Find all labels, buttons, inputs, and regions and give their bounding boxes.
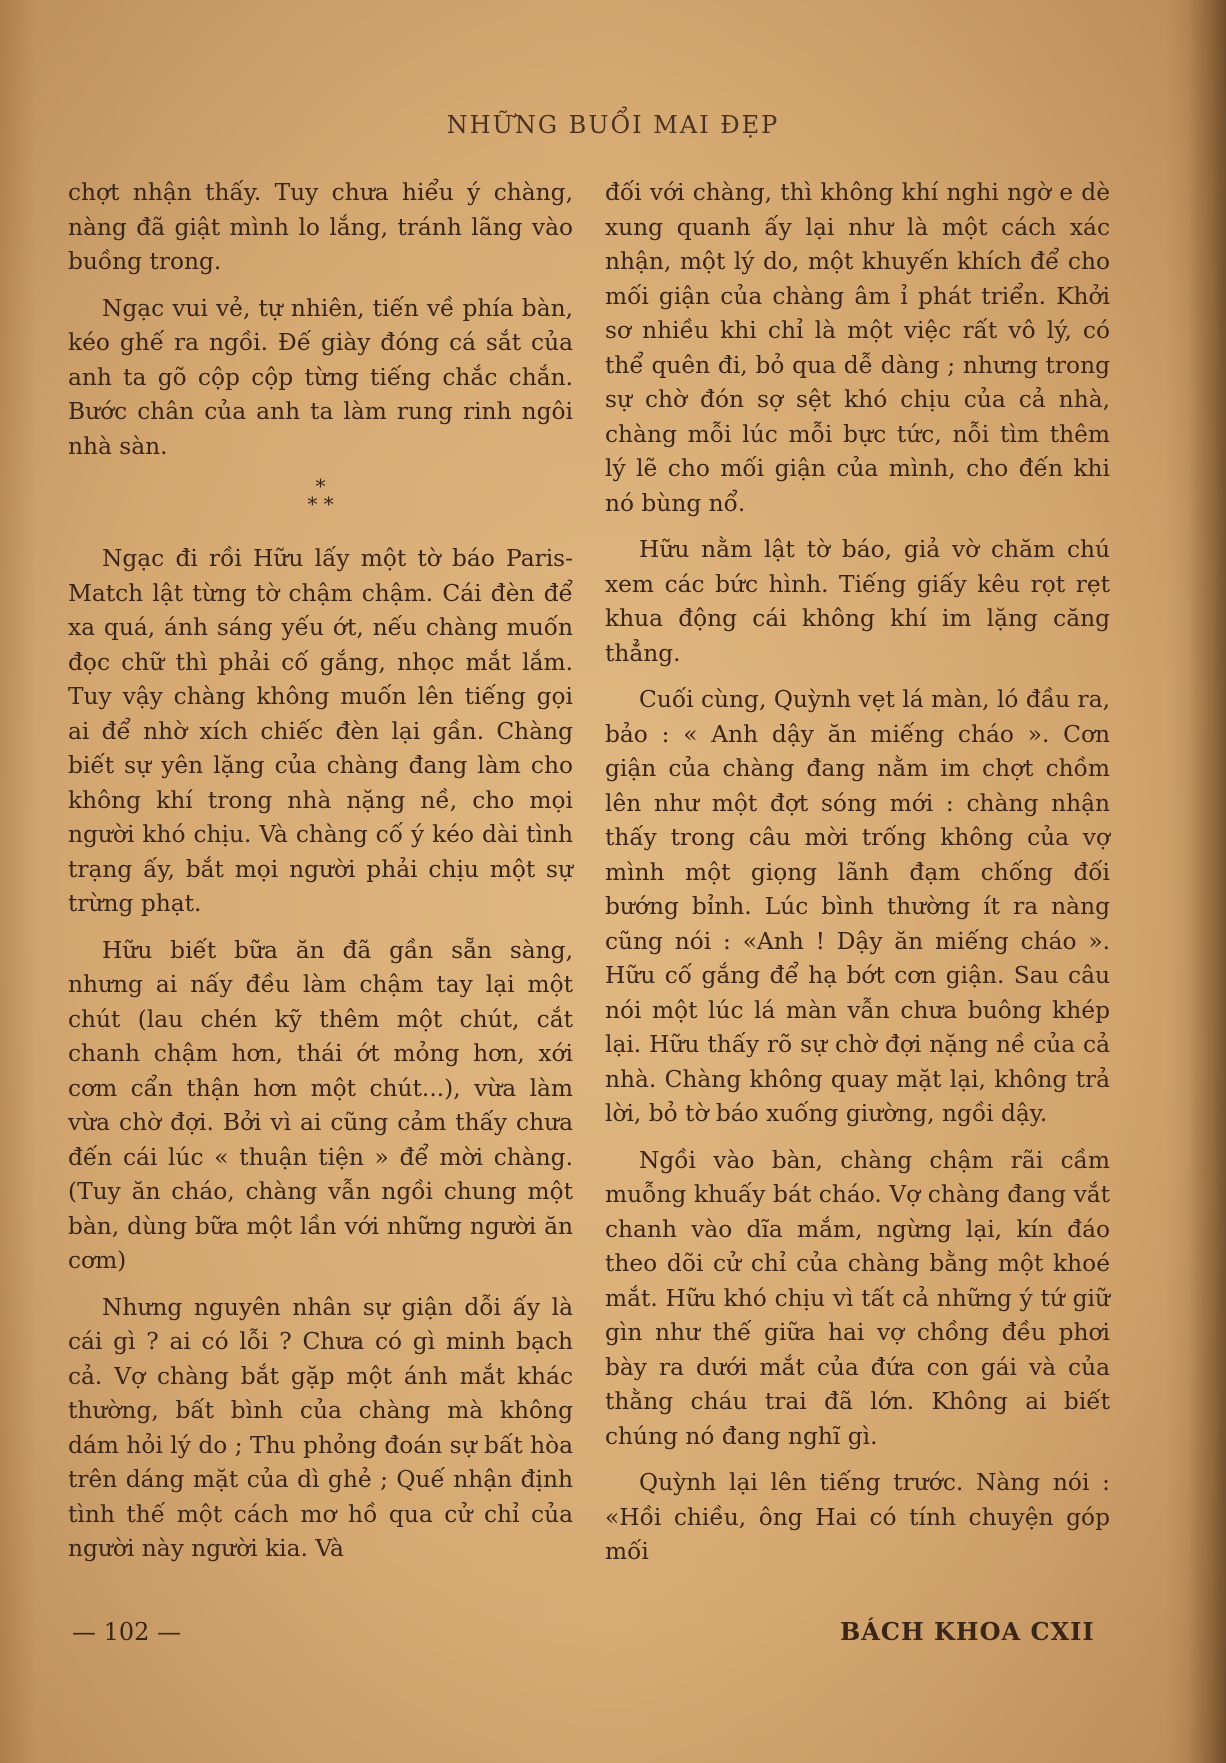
paragraph: Nhưng nguyên nhân sự giận dỗi ấy là cái gì ? ai có lỗi ? Chưa có gì minh bạch cả. Vợ chàng bắt gặp một ánh mắt khác thường, bất bình của chàng mà không dám hỏi lý do ; Thu phỏng đoán sự bất hòa trên dáng mặt của dì ghẻ ; Quế nhận định tình thế một cách mơ hồ qua cử chỉ của người này người kia. Và — [68, 1293, 573, 1562]
section-divider — [68, 474, 573, 516]
publication-name: BÁCH KHOA CXII — [840, 1617, 1095, 1646]
paragraph: Ngạc đi rồi Hữu lấy một tờ báo Paris-Match lật từng tờ chậm chậm. Cái đèn để xa quá, ánh sáng yếu ớt, nếu chàng muốn đọc chữ thì phải cố gắng, nhọc mắt lắm. Tuy vậy chàng không muốn lên tiếng gọi ai để nhờ xích chiếc đèn lại gần. Chàng biết sự yên lặng của chàng đang làm cho không khí trong nhà nặng nề, cho mọi người khó chịu. Và chàng cố ý kéo dài tình trạng ấy, bắt mọi người phải chịu một sự trừng phạt. — [68, 545, 573, 917]
divider-star-top: * — [315, 474, 326, 498]
left-column — [68, 176, 573, 1579]
paragraph: Ngồi vào bàn, chàng chậm rãi cầm muỗng khuấy bát cháo. Vợ chàng đang vắt chanh vào dĩa mắm, ngừng lại, kín đáo theo dõi cử chỉ của chàng bằng một khoé mắt. Hữu khó chịu vì tất cả những ý tứ giữ gìn như thế giữa hai vợ chồng đều phơi bày ra dưới mắt của đứa con gái và của thằng cháu trai đã lớn. Không ai biết chúng nó đang nghĩ gì. — [605, 1146, 1110, 1450]
divider-stars-bottom: * * — [307, 492, 334, 516]
paragraph: chợt nhận thấy. Tuy chưa hiểu ý chàng, nàng đã giật mình lo lắng, tránh lãng vào buồng trong. — [68, 179, 573, 275]
paragraph: Quỳnh lại lên tiếng trước. Nàng nói : «Hồi chiều, ông Hai có tính chuyện góp mối — [605, 1469, 1110, 1565]
page-number: — 102 — — [72, 1618, 182, 1646]
paragraph: Cuối cùng, Quỳnh vẹt lá màn, ló đầu ra, bảo : « Anh dậy ăn miếng cháo ». Cơn giận của chàng đang nằm im chợt chồm lên như một đợt sóng mới : chàng nhận thấy trong câu mời trống không của vợ mình một giọng lãnh đạm chống đối bướng bỉnh. Lúc bình thường ít ra nàng cũng nói : «Anh ! Dậy ăn miếng cháo ». Hữu cố gắng để hạ bớt cơn giận. Sau câu nói một lúc lá màn vẫn chưa buông khép lại. Hữu thấy rõ sự chờ đợi nặng nề của cả nhà. Chàng không quay mặt lại, không trả lời, bỏ tờ báo xuống giường, ngồi dậy. — [605, 686, 1110, 1127]
paragraph: Hữu biết bữa ăn đã gần sẵn sàng, nhưng ai nấy đều làm chậm tay lại một chút (lau chén kỹ thêm một chút, cắt chanh chậm hơn, thái ớt mỏng hơn, xới cơm cẩn thận hơn một chút...), vừa làm vừa chờ đợi. Bởi vì ai cũng cảm thấy chưa đến cái lúc « thuận tiện » để mời chàng. (Tuy ăn cháo, chàng vẫn ngồi chung một bàn, dùng bữa một lần với những người ăn cơm) — [68, 936, 573, 1274]
page-edge-shadow — [1188, 0, 1226, 1763]
paragraph: đối với chàng, thì không khí nghi ngờ e dè xung quanh ấy lại như là một cách xác nhận, một lý do, một khuyến khích để cho mối giận của chàng âm ỉ phát triển. Khởi sơ nhiều khi chỉ là một việc rất vô lý, có thể quên đi, bỏ qua dễ dàng ; nhưng trong sự chờ đón sợ sệt khó chịu của cả nhà, chàng mỗi lúc mỗi bực tức, nỗi tìm thêm lý lẽ cho mối giận của mình, cho đến khi nó bùng nổ. — [605, 179, 1110, 517]
paragraph: Ngạc vui vẻ, tự nhiên, tiến về phía bàn, kéo ghế ra ngồi. Đế giày đóng cá sắt của anh ta gõ cộp cộp từng tiếng chắc chắn. Bước chân của anh ta làm rung rinh ngôi nhà sàn. — [68, 294, 573, 460]
paragraph: Hữu nằm lật tờ báo, giả vờ chăm chú xem các bức hình. Tiếng giấy kêu rọt rẹt khua động cái không khí im lặng căng thẳng. — [605, 536, 1110, 667]
right-column — [605, 176, 1110, 1582]
running-head: NHỮNG BUỔI MAI ĐẸP — [446, 111, 780, 139]
